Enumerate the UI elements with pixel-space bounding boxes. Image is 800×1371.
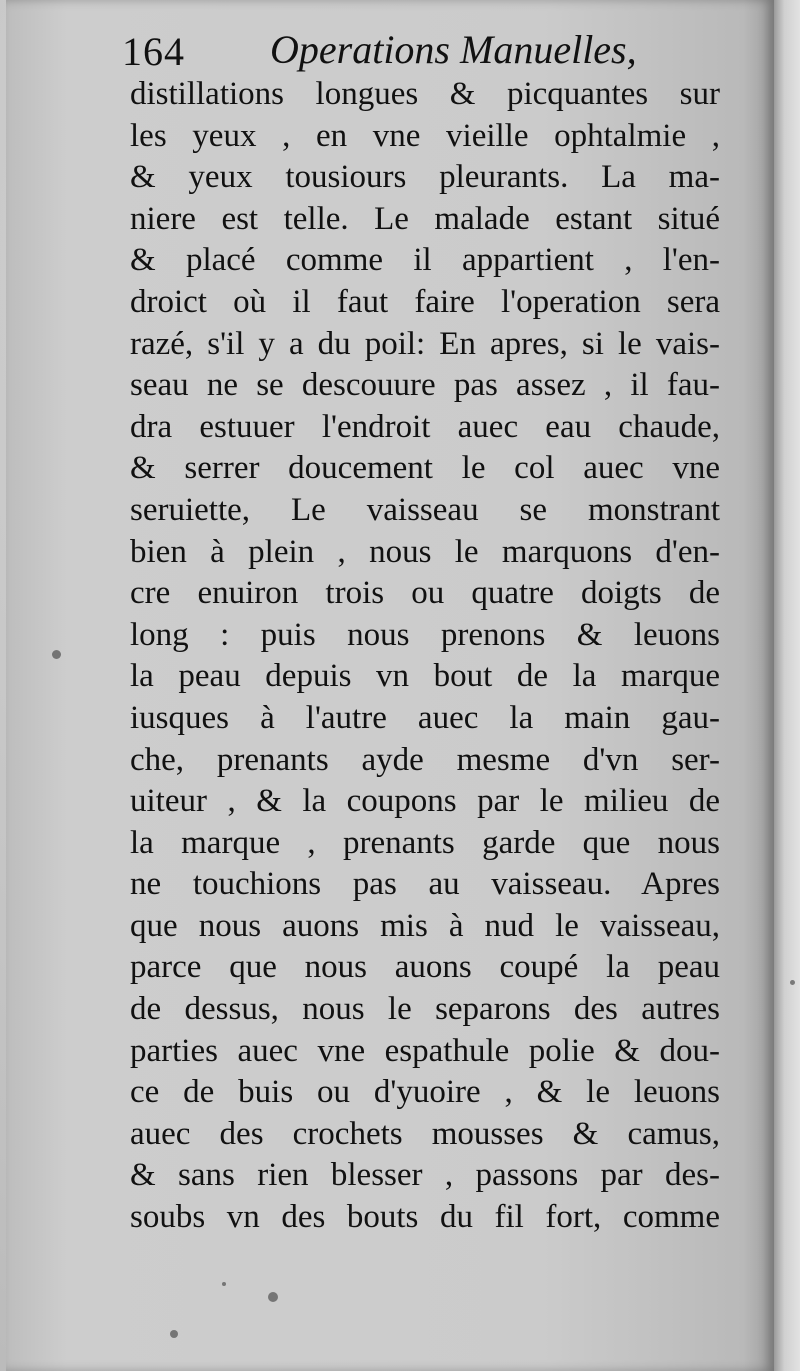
text-line: & placé comme il appartient , l'en- [130, 242, 720, 279]
text-line: dra estuuer l'endroit auec eau chaude, [130, 408, 720, 445]
text-line: soubs vn des bouts du fil fort, comme [130, 1199, 720, 1236]
text-line: les yeux , en vne vieille ophtalmie , [130, 117, 720, 154]
running-head: Operations Manuelles, [270, 27, 637, 72]
text-line: bien à plein , nous le marquons d'en- [130, 533, 720, 570]
text-line: ce de buis ou d'yuoire , & le leuons [130, 1074, 720, 1111]
page-number: 164 [122, 29, 185, 74]
ink-speck [170, 1330, 178, 1338]
ink-speck [790, 980, 795, 985]
text-line: auec des crochets mousses & camus, [130, 1115, 720, 1152]
text-line: seau ne se descouure pas assez , il fau- [130, 367, 720, 404]
text-line: razé, s'il y a du poil: En apres, si le vais- [130, 325, 720, 362]
text-line: droict où il faut faire l'operation sera [130, 283, 720, 320]
page-edge [774, 0, 800, 1371]
text-line: parce que nous auons coupé la peau [130, 949, 720, 986]
text-line: la marque , prenants garde que nous [130, 824, 720, 861]
text-line: distillations longues & picquantes sur [130, 76, 720, 112]
ink-speck [222, 1282, 226, 1286]
text-line: la peau depuis vn bout de la marque [130, 658, 720, 695]
text-line: & serrer doucement le col auec vne [130, 450, 720, 487]
ink-speck [52, 650, 61, 659]
page-header [122, 22, 742, 82]
text-line: che, prenants ayde mesme d'vn ser- [130, 741, 720, 778]
text-line: long : puis nous prenons & leuons [130, 616, 720, 653]
text-line: cre enuiron trois ou quatre doigts de [130, 575, 720, 612]
text-line: iusques à l'autre auec la main gau- [130, 699, 720, 736]
text-line: uiteur , & la coupons par le milieu de [130, 783, 720, 820]
text-line: ne touchions pas au vaisseau. Apres [130, 866, 720, 903]
text-line: & sans rien blesser , passons par des- [130, 1157, 720, 1194]
body-text [130, 74, 720, 1239]
text-line: de dessus, nous le separons des autres [130, 991, 720, 1028]
ink-speck [268, 1292, 278, 1302]
text-line: que nous auons mis à nud le vaisseau, [130, 907, 720, 944]
text-line: parties auec vne espathule polie & dou- [130, 1032, 720, 1069]
text-line: & yeux tousiours pleurants. La ma- [130, 159, 720, 196]
text-line: niere est telle. Le malade estant situé [130, 200, 720, 237]
text-line: seruiette, Le vaisseau se monstrant [130, 491, 720, 528]
